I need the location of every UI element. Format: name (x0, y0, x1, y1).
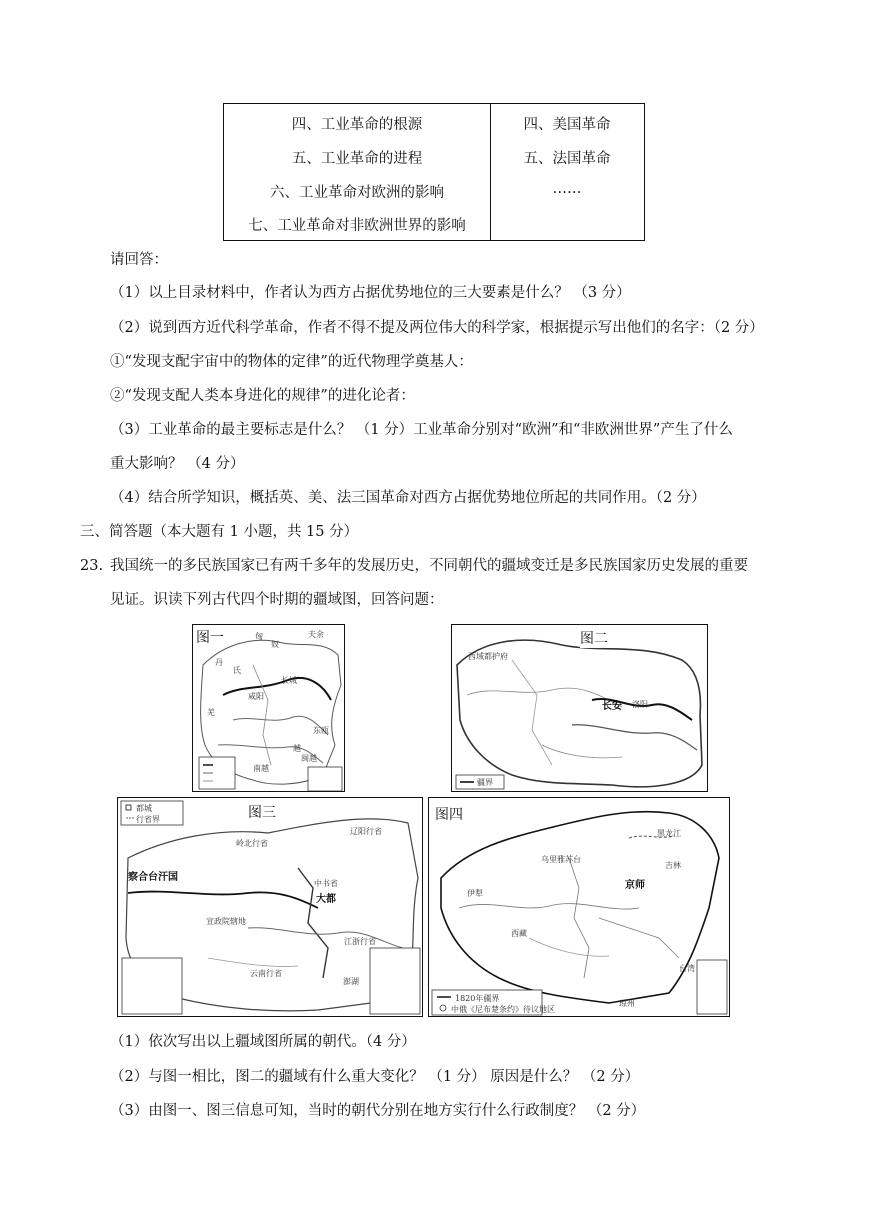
question-23-intro: 我国统一的多民族国家已有两千多年的发展历史，不同朝代的疆域变迁是多民族国家历史发展的重要 (110, 558, 748, 574)
map-label: 岭北行省 (236, 839, 268, 848)
section-three-heading: 三、简答题（本大题有 1 小题，共 15 分） (80, 524, 359, 540)
map-label: 越 (293, 744, 301, 753)
map-figure-3 (117, 797, 423, 1017)
map-label: 吉林 (665, 861, 681, 870)
map-figure-1 (192, 624, 345, 792)
answer-prompt: 请回答： (110, 252, 168, 268)
map-label: 东瓯 (313, 726, 329, 735)
map-label: 大都 (316, 894, 336, 905)
question-22-2a: ①“发现支配宇宙中的物体的定律”的近代物理学奠基人： (110, 354, 473, 370)
map-label: 羌 (207, 708, 215, 717)
question-23-intro-cont: 见证。识读下列古代四个时期的疆域图，回答问题： (110, 592, 444, 608)
map-label: 中书省 (314, 879, 338, 888)
toc-left-row: 四、工业革命的根源 (291, 117, 423, 133)
question-23-1: （1）依次写出以上疆域图所属的朝代。（4 分） (110, 1034, 416, 1050)
question-23-number: 23. (80, 558, 104, 574)
toc-left-row: 六、工业革命对欧洲的影响 (270, 185, 444, 201)
question-23-2: （2）与图一相比，图二的疆域有什么重大变化？ （1 分） 原因是什么？ （2 分） (110, 1069, 640, 1085)
map-label: 闽越 (301, 754, 317, 763)
map-figure-1-title: 图一 (196, 627, 224, 647)
toc-left-row: 七、工业革命对非欧洲世界的影响 (248, 218, 466, 234)
map-figure-2-title: 图二 (580, 628, 608, 648)
map-label: 琼州 (619, 999, 635, 1008)
map-label: 咸阳 (248, 692, 264, 701)
map-label: 西藏 (511, 929, 527, 938)
map-figure-1-drawing (193, 625, 345, 792)
question-23-3: （3）由图一、图三信息可知，当时的朝代分别在地方实行什么行政制度？ （2 分） (110, 1103, 646, 1119)
map-label: 南越 (253, 764, 269, 773)
map-label: 长城 (281, 676, 297, 685)
map-label: 黑龙江 (657, 829, 681, 838)
map-label: 台湾 (679, 964, 695, 973)
map-figure-3-legend: 行省界 (136, 815, 160, 824)
map-figure-4-legend: 1820年疆界 (455, 994, 500, 1003)
map-figure-3-legend: 都城 (136, 804, 152, 813)
map-label: 夫余 (308, 630, 324, 639)
question-22-3: （3）工业革命的最主要标志是什么？ （1 分）工业革命分别对“欧洲”和“非欧洲世界”产生了什么 (110, 422, 733, 438)
map-figure-2-legend: 疆界 (477, 778, 493, 787)
question-22-2b: ②“发现支配人类本身进化的规律”的进化论者： (110, 388, 415, 404)
map-figure-2 (451, 624, 708, 792)
map-label: 伊犁 (467, 889, 483, 898)
map-label: 辽阳行省 (350, 827, 382, 836)
map-figure-3-title: 图三 (248, 802, 276, 822)
map-label: 云南行省 (250, 969, 282, 978)
question-22-3-cont: 重大影响？ （4 分） (110, 456, 245, 472)
map-label: 澎湖 (343, 977, 359, 986)
map-label: 乌里雅苏台 (541, 855, 581, 864)
map-label: 洛阳 (632, 700, 648, 709)
map-figure-4-title: 图四 (435, 804, 463, 824)
map-label: 江浙行省 (344, 937, 376, 946)
map-label: 宣政院辖地 (206, 917, 246, 926)
map-figure-4 (428, 797, 730, 1017)
map-label: 奴 (271, 640, 279, 649)
toc-right-row: …… (552, 181, 582, 197)
map-label: 察合台汗国 (128, 872, 178, 883)
map-label: 丹 (215, 658, 223, 667)
map-label: 氏 (233, 666, 241, 675)
map-figure-4-drawing (429, 798, 730, 1017)
toc-right-row: 四、美国革命 (523, 117, 611, 133)
question-22-1: （1）以上目录材料中，作者认为西方占据优势地位的三大要素是什么？ （3 分） (110, 285, 631, 301)
toc-right-row: 五、法国革命 (523, 151, 611, 167)
map-label: 西域都护府 (468, 652, 508, 661)
map-label: 匈 (255, 632, 263, 641)
toc-table (223, 103, 645, 241)
question-22-4: （4）结合所学知识，概括英、美、法三国革命对西方占据优势地位所起的共同作用。（2 分） (110, 490, 706, 506)
question-22-2: （2）说到西方近代科学革命，作者不得不提及两位伟大的科学家，根据提示写出他们的名字：（2 分） (110, 320, 764, 336)
map-label: 京师 (625, 880, 645, 891)
map-figure-4-legend: 中俄《尼布楚条约》待议地区 (451, 1005, 555, 1014)
map-label: 长安 (602, 701, 622, 712)
toc-left-row: 五、工业革命的进程 (291, 151, 423, 167)
